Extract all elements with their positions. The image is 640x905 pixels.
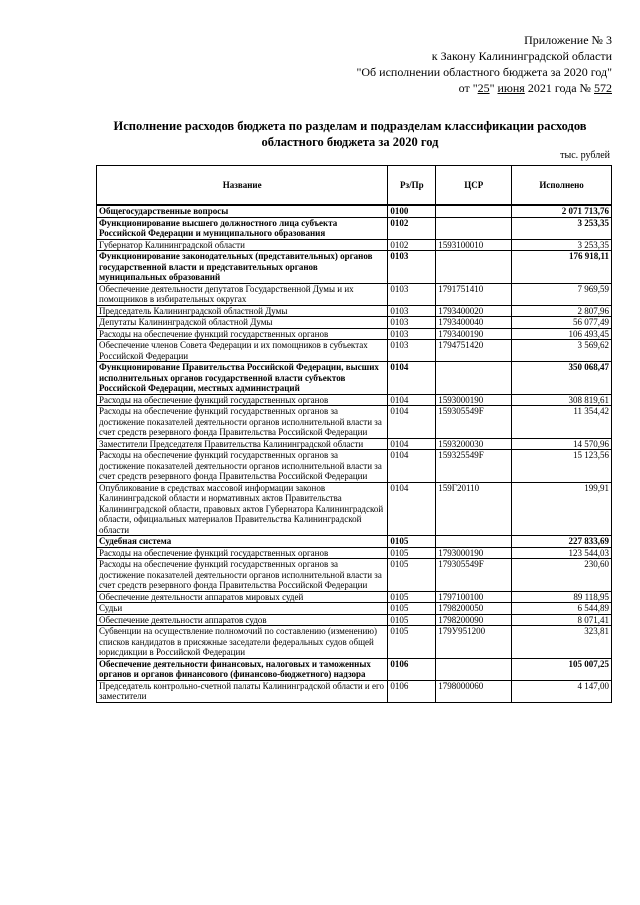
cell-name: Обеспечение членов Совета Федерации и их помощников в субъектах Российской Федерации: [97, 340, 388, 362]
title-line-1: Исполнение расходов бюджета по разделам и подразделам классификации расходов: [113, 119, 587, 133]
cell-amount: 56 077,49: [512, 317, 612, 329]
cell-rz-pr: 0105: [388, 547, 436, 559]
date-number: 572: [594, 81, 612, 95]
cell-rz-pr: 0103: [388, 328, 436, 340]
table-header-row: [97, 166, 612, 206]
cell-csr: [436, 217, 512, 239]
table-row: [97, 328, 612, 340]
cell-rz-pr: 0105: [388, 559, 436, 592]
cell-amount: 2 807,96: [512, 305, 612, 317]
cell-amount: 323,81: [512, 626, 612, 659]
table-row: [97, 239, 612, 251]
cell-csr: [436, 536, 512, 548]
appendix-date: [356, 80, 612, 96]
document-title: [80, 118, 620, 150]
cell-csr: 1798000060: [436, 680, 512, 702]
table-row: [97, 317, 612, 329]
cell-amount: 4 147,00: [512, 680, 612, 702]
appendix-block: [356, 32, 612, 96]
cell-amount: 230,60: [512, 559, 612, 592]
cell-name: Расходы на обеспечение функций государственных органов: [97, 394, 388, 406]
budget-table: [96, 165, 612, 703]
cell-amount: 3 253,35: [512, 239, 612, 251]
cell-name: Судебная система: [97, 536, 388, 548]
cell-csr: 1798200050: [436, 603, 512, 615]
cell-csr: 159Г20110: [436, 482, 512, 536]
cell-rz-pr: 0104: [388, 482, 436, 536]
cell-csr: 179У951200: [436, 626, 512, 659]
cell-rz-pr: 0106: [388, 658, 436, 680]
cell-rz-pr: 0106: [388, 680, 436, 702]
cell-csr: 159325549F: [436, 450, 512, 483]
date-month: июня: [497, 81, 525, 95]
table-body: [97, 205, 612, 702]
cell-rz-pr: 0103: [388, 340, 436, 362]
cell-name: Заместители Председателя Правительства Калининградской области: [97, 438, 388, 450]
cell-rz-pr: 0104: [388, 438, 436, 450]
cell-csr: 1797100100: [436, 591, 512, 603]
cell-name: Опубликование в средствах массовой информации законов Калининградской области и нормативных актов Правительства Калининградской области, правовых актов Губернатора Калининградской области, официальных материалов Правительства Калининградской области: [97, 482, 388, 536]
cell-csr: 159305549F: [436, 406, 512, 439]
table-row: [97, 658, 612, 680]
cell-name: Депутаты Калининградской областной Думы: [97, 317, 388, 329]
table-row: [97, 547, 612, 559]
cell-name: Обеспечение деятельности депутатов Государственной Думы и их помощников в избирательных округах: [97, 283, 388, 305]
date-day: 25: [477, 81, 490, 95]
header-csr: ЦСР: [436, 166, 512, 206]
cell-csr: 1793400020: [436, 305, 512, 317]
cell-amount: 3 253,35: [512, 217, 612, 239]
cell-csr: 179305549F: [436, 559, 512, 592]
cell-rz-pr: 0105: [388, 603, 436, 615]
cell-rz-pr: 0104: [388, 406, 436, 439]
cell-name: Расходы на обеспечение функций государственных органов: [97, 547, 388, 559]
table-row: [97, 362, 612, 395]
cell-name: Субвенции на осуществление полномочий по составлению (изменению) списков кандидатов в присяжные заседатели федеральных судов общей юрисдикции в Российской Федерации: [97, 626, 388, 659]
date-year: 2021 года №: [524, 81, 594, 95]
cell-rz-pr: 0103: [388, 317, 436, 329]
cell-amount: 7 969,59: [512, 283, 612, 305]
cell-amount: 227 833,69: [512, 536, 612, 548]
table-row: [97, 340, 612, 362]
title-line-2: областного бюджета за 2020 год: [261, 135, 439, 149]
cell-amount: 308 819,61: [512, 394, 612, 406]
header-amount: Исполнено: [512, 166, 612, 206]
cell-amount: 106 493,45: [512, 328, 612, 340]
cell-rz-pr: 0105: [388, 536, 436, 548]
table-row: [97, 406, 612, 439]
cell-rz-pr: 0102: [388, 239, 436, 251]
cell-csr: [436, 658, 512, 680]
cell-name: Обеспечение деятельности аппаратов судов: [97, 614, 388, 626]
cell-csr: 1794751420: [436, 340, 512, 362]
cell-rz-pr: 0104: [388, 450, 436, 483]
cell-name: Расходы на обеспечение функций государственных органов за достижение показателей деятельности органов исполнительной власти за счет средств резервного фонда Правительства Российской Федерации: [97, 559, 388, 592]
cell-name: Расходы на обеспечение функций государственных органов за достижение показателей деятельности органов исполнительной власти за счет средств резервного фонда Правительства Российской Федерации: [97, 450, 388, 483]
table-row: [97, 394, 612, 406]
table-row: [97, 217, 612, 239]
cell-rz-pr: 0103: [388, 305, 436, 317]
cell-name: Функционирование высшего должностного лица субъекта Российской Федерации и муниципального образования: [97, 217, 388, 239]
cell-amount: 105 007,25: [512, 658, 612, 680]
table-row: [97, 680, 612, 702]
cell-csr: 1793000190: [436, 547, 512, 559]
cell-name: Обеспечение деятельности финансовых, налоговых и таможенных органов и органов финансового (финансово-бюджетного) надзора: [97, 658, 388, 680]
cell-amount: 176 918,11: [512, 251, 612, 284]
cell-name: Судьи: [97, 603, 388, 615]
appendix-number: Приложение № 3: [524, 33, 612, 47]
cell-amount: 14 570,96: [512, 438, 612, 450]
cell-name: Расходы на обеспечение функций государственных органов: [97, 328, 388, 340]
table-row: [97, 283, 612, 305]
cell-amount: 6 544,89: [512, 603, 612, 615]
cell-name: Обеспечение деятельности аппаратов мировых судей: [97, 591, 388, 603]
cell-amount: 3 569,62: [512, 340, 612, 362]
cell-rz-pr: 0103: [388, 283, 436, 305]
table-row: [97, 559, 612, 592]
cell-csr: 1593100010: [436, 239, 512, 251]
appendix-law-title: "Об исполнении областного бюджета за 2020 год": [356, 65, 612, 79]
cell-amount: 2 071 713,76: [512, 205, 612, 217]
cell-rz-pr: 0105: [388, 591, 436, 603]
cell-amount: 350 068,47: [512, 362, 612, 395]
cell-name: Расходы на обеспечение функций государственных органов за достижение показателей деятельности органов исполнительной власти за счет средств резервного фонда Правительства Российской Федерации: [97, 406, 388, 439]
cell-name: Председатель контрольно-счетной палаты Калининградской области и его заместители: [97, 680, 388, 702]
cell-name: Губернатор Калининградской области: [97, 239, 388, 251]
header-rz-pr: Рз/Пр: [388, 166, 436, 206]
cell-name: Общегосударственные вопросы: [97, 205, 388, 217]
cell-csr: 1791751410: [436, 283, 512, 305]
table-row: [97, 626, 612, 659]
table-row: [97, 614, 612, 626]
cell-csr: 1798200090: [436, 614, 512, 626]
header-name: Название: [97, 166, 388, 206]
table-row: [97, 450, 612, 483]
table-row: [97, 603, 612, 615]
cell-name: Функционирование законодательных (представительных) органов государственной власти и представительных органов муниципальных образований: [97, 251, 388, 284]
table-row: [97, 251, 612, 284]
date-mid: ": [489, 81, 498, 95]
cell-csr: [436, 205, 512, 217]
table-row: [97, 591, 612, 603]
cell-csr: 1793400040: [436, 317, 512, 329]
table-row: [97, 205, 612, 217]
cell-rz-pr: 0103: [388, 251, 436, 284]
cell-amount: 199,91: [512, 482, 612, 536]
cell-amount: 11 354,42: [512, 406, 612, 439]
table-row: [97, 482, 612, 536]
cell-rz-pr: 0100: [388, 205, 436, 217]
appendix-law: к Закону Калининградской области: [431, 49, 612, 63]
cell-csr: 1793400190: [436, 328, 512, 340]
cell-name: Функционирование Правительства Российской Федерации, высших исполнительных органов государственной власти субъектов Российской Федерации, местных администраций: [97, 362, 388, 395]
cell-rz-pr: 0104: [388, 362, 436, 395]
cell-rz-pr: 0105: [388, 614, 436, 626]
cell-csr: 1593200030: [436, 438, 512, 450]
cell-name: Председатель Калининградской областной Думы: [97, 305, 388, 317]
cell-rz-pr: 0105: [388, 626, 436, 659]
cell-rz-pr: 0102: [388, 217, 436, 239]
table-row: [97, 536, 612, 548]
table-row: [97, 305, 612, 317]
cell-rz-pr: 0104: [388, 394, 436, 406]
table-row: [97, 438, 612, 450]
cell-csr: [436, 251, 512, 284]
cell-amount: 15 123,56: [512, 450, 612, 483]
cell-amount: 8 071,41: [512, 614, 612, 626]
cell-amount: 123 544,03: [512, 547, 612, 559]
date-prefix: от ": [458, 81, 478, 95]
cell-csr: [436, 362, 512, 395]
cell-csr: 1593000190: [436, 394, 512, 406]
cell-amount: 89 118,95: [512, 591, 612, 603]
units-label: тыс. рублей: [560, 150, 610, 161]
